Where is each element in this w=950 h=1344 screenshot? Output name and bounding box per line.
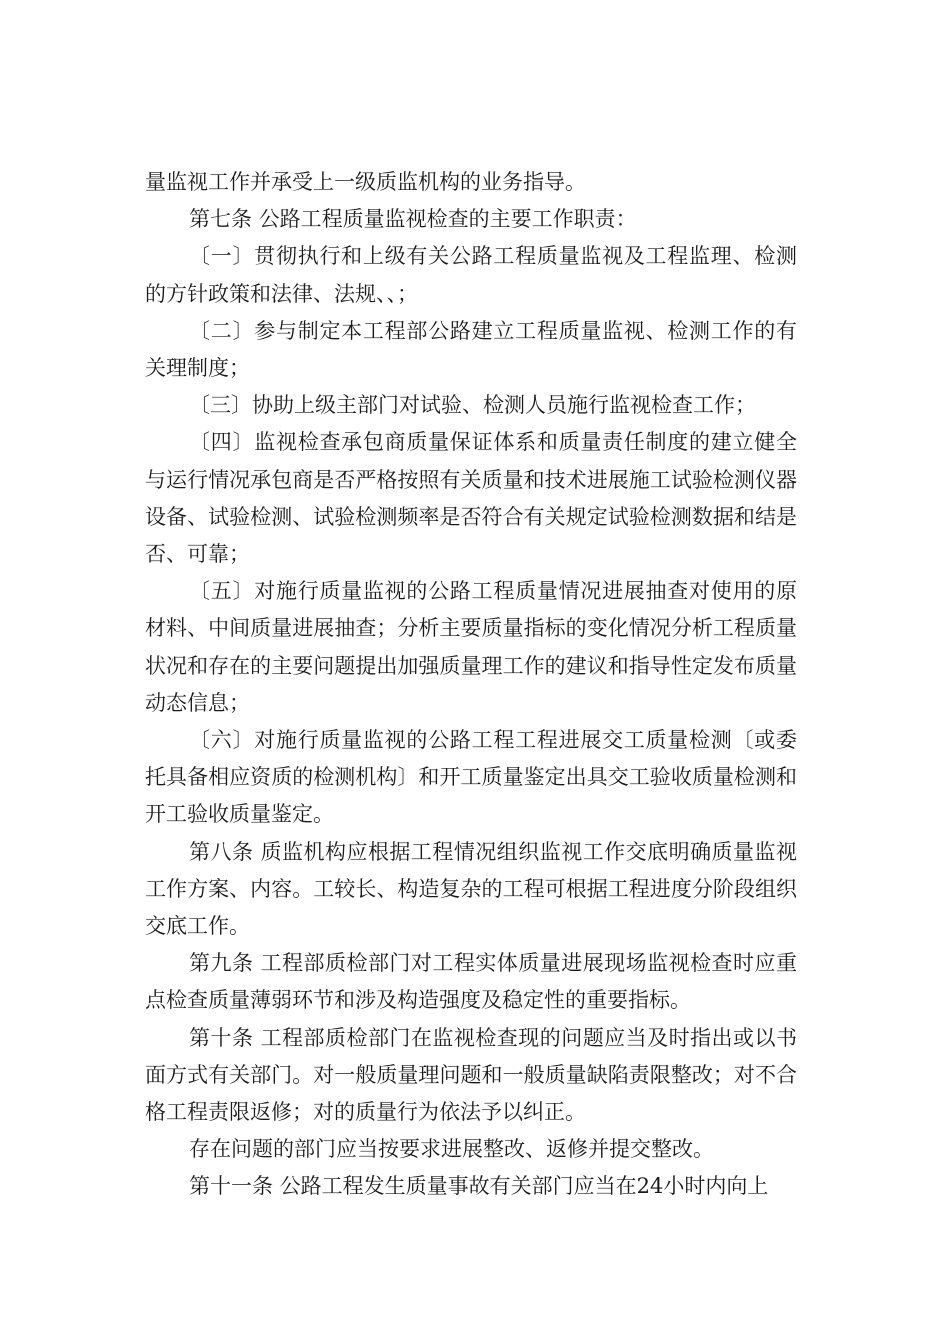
paragraph-continuation: 量监视工作并承受上一级质监机构的业务指导。: [145, 170, 586, 194]
article-7-item-1: 〔一〕贯彻执行和上级有关公路工程质量监视及工程监理、检测的方针政策和法律、法规、、；: [145, 244, 797, 306]
article-9: 第九条 工程部质检部门对工程实体质量进展现场监视检查时应重点检查质量薄弱环节和涉及构造强度及稳定性的重要指标。: [145, 951, 797, 1013]
article-10: 第十条 工程部质检部门在监视检查现的问题应当及时指出或以书面方式有关部门。对一般质量理问题和一般质量缺陷责限整改；对不合格工程责限返修；对的质量行为依法予以纠正。: [145, 1025, 797, 1125]
document-body: [145, 164, 797, 1206]
article-7-item-6: 〔六〕对施行质量监视的公路工程工程进展交工质量检测〔或委托具备相应资质的检测机构〕和开工质量鉴定出具交工验收质量检测和开工验收质量鉴定。: [145, 728, 797, 827]
article-7-heading: 第七条 公路工程质量监视检查的主要工作职责：: [189, 207, 637, 232]
article-7-item-3: 〔三〕协助上级主部门对试验、检测人员施行监视检查工作；: [189, 393, 756, 418]
article-8: 第八条 质监机构应根据工程情况组织监视工作交底明确质量监视工作方案、内容。工较长、构造复杂的工程可根据工程进度分阶段组织交底工作。: [145, 839, 797, 939]
article-7-item-5: 〔五〕对施行质量监视的公路工程质量情况进展抽查对使用的原材料、中间质量进展抽查；分析主要质量指标的变化情况分析工程质量状况和存在的主要问题提出加强质量理工作的建议和指导性定发布质量动态信息；: [145, 579, 797, 715]
article-10-followup: 存在问题的部门应当按要求进展整改、返修并提交整改。: [189, 1137, 714, 1162]
article-7-item-4: 〔四〕监视检查承包商质量保证体系和质量责任制度的建立健全与运行情况承包商是否严格按照有关质量和技术进展施工试验检测仪器设备、试验检测、试验检测频率是否符合有关规定试验检测数据和结是否、可靠；: [145, 430, 797, 567]
article-7-item-2: 〔二〕参与制定本工程部公路建立工程质量监视、检测工作的有关理制度；: [145, 318, 797, 381]
article-11: 第十一条 公路工程发生质量事故有关部门应当在24小时内向上: [189, 1174, 769, 1199]
